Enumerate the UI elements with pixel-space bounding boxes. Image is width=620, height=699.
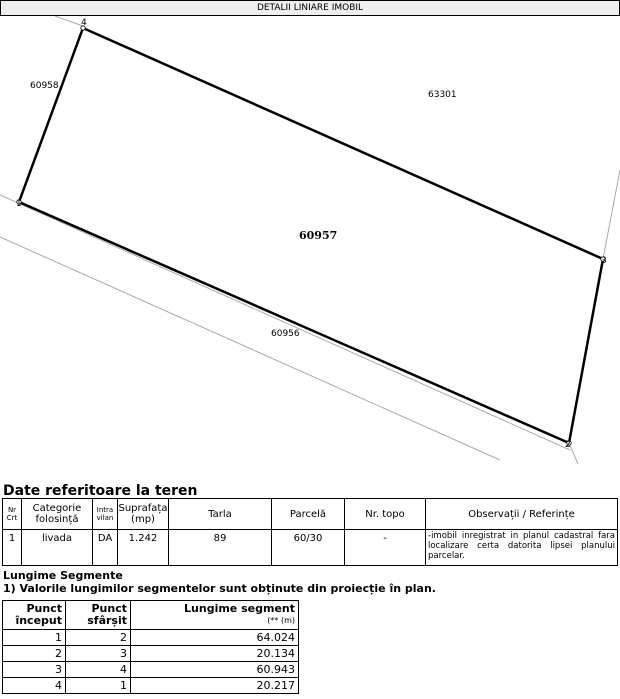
cell-suprafata: 1.242	[118, 530, 169, 566]
col-categorie: Categorie folosință	[22, 499, 93, 530]
cell-parcela: 60/30	[272, 530, 345, 566]
cell-intravilan: DA	[93, 530, 118, 566]
neighbor-label: 63301	[428, 90, 457, 100]
segments-note: 1) Valorile lungimilor segmentelor sunt obținute din proiecție în plan.	[3, 582, 436, 595]
col-length-unit: (** (m)	[267, 616, 295, 625]
cell-obs: -imobil inregistrat in planul cadastral fara localizare certa datorita lipsei planului parcelar.	[426, 530, 618, 566]
page-header: DETALII LINIARE IMOBIL	[0, 0, 620, 16]
col-topo: Nr. topo	[345, 499, 426, 530]
cell-categorie: livada	[22, 530, 93, 566]
cell-end: 1	[66, 678, 131, 694]
point-label: 3	[601, 256, 607, 266]
cell-start: 1	[3, 630, 66, 646]
col-suprafata: Suprafața (mp)	[118, 499, 169, 530]
col-length-label: Lungime segment	[184, 602, 295, 615]
cell-start: 4	[3, 678, 66, 694]
point-label: 1	[16, 199, 22, 209]
col-parcela: Parcelă	[272, 499, 345, 530]
col-tarla: Tarla	[169, 499, 272, 530]
point-label: 4	[81, 18, 87, 28]
cell-start: 3	[3, 662, 66, 678]
cell-tarla: 89	[169, 530, 272, 566]
table-header-row	[3, 601, 299, 630]
segments-table	[2, 600, 299, 694]
cell-length: 20.217	[131, 678, 299, 694]
table-row	[3, 630, 299, 646]
cell-end: 4	[66, 662, 131, 678]
col-end: Punct sfârșit	[66, 601, 131, 630]
col-length	[131, 601, 299, 630]
cell-start: 2	[3, 646, 66, 662]
parcel-id-label: 60957	[299, 229, 338, 242]
table-header-row	[3, 499, 618, 530]
land-table	[2, 498, 618, 566]
cell-length: 20.134	[131, 646, 299, 662]
table-row	[3, 646, 299, 662]
col-start: Punct început	[3, 601, 66, 630]
cell-nr: 1	[3, 530, 22, 566]
point-label: 2	[565, 440, 571, 450]
cadastral-plan	[0, 16, 620, 464]
table-row	[3, 530, 618, 566]
cell-topo: -	[345, 530, 426, 566]
land-section-title: Date referitoare la teren	[3, 483, 198, 499]
col-obs: Observații / Referințe	[426, 499, 618, 530]
cell-end: 3	[66, 646, 131, 662]
segments-title: Lungime Segmente	[3, 569, 123, 582]
segments-title-block	[3, 569, 436, 595]
cell-length: 60.943	[131, 662, 299, 678]
cell-end: 2	[66, 630, 131, 646]
col-nr: Nr Crt	[3, 499, 22, 530]
cell-length: 64.024	[131, 630, 299, 646]
neighbor-label: 60956	[271, 329, 300, 339]
col-intravilan: Intra vilan	[93, 499, 118, 530]
table-row	[3, 678, 299, 694]
table-row	[3, 662, 299, 678]
neighbor-label: 60958	[30, 81, 59, 91]
